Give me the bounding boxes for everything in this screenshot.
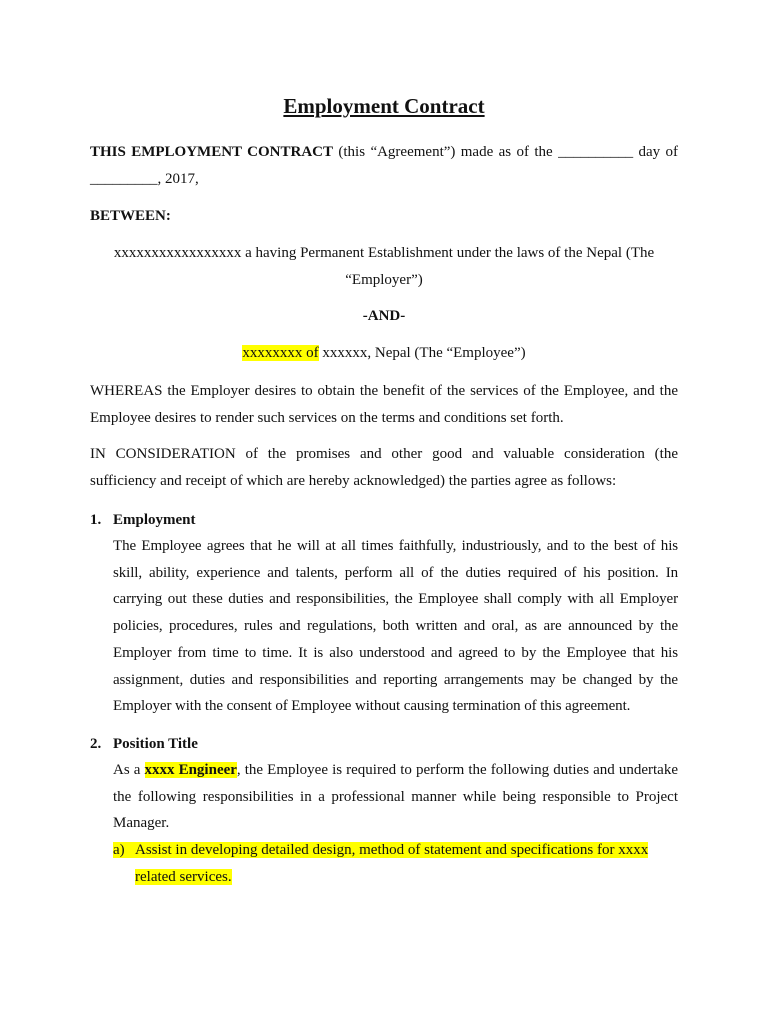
intro-bold-lead: THIS EMPLOYMENT CONTRACT [90,144,334,160]
intro-text: (this “Agreement”) made as of the __________ day of _________, 2017, [90,144,678,187]
section-2-title: Position Title [113,736,198,752]
employee-text: xxxxxx, Nepal (The “Employee”) [318,345,526,361]
and-separator: -AND- [362,308,406,324]
employee-line [0,340,768,367]
section-2-number: 2. [90,736,102,752]
section-2-prefix: As a [113,762,145,778]
section-1-number: 1. [90,512,102,528]
position-highlight: xxxx Engineer [144,762,237,778]
employer-line-1: xxxxxxxxxxxxxxxxx a having Permanent Establishment under the laws of the Nepal (The [113,245,655,261]
list-item-a [113,837,673,864]
section-1-title: Employment [113,512,196,528]
section-2-body [113,757,678,837]
section-2-rest: , the Employee is required to perform the following duties and undertake the following responsibilities in a professional manner while being responsible to Project Manager. [113,762,678,832]
document-title: Employment Contract [283,94,485,118]
list-item-a-line-2: related services. [135,869,232,885]
list-item-a-continuation [135,864,695,891]
intro-paragraph [90,139,678,192]
section-1-heading [90,509,196,531]
list-item-a-label: a) [113,842,125,858]
consideration-paragraph: IN CONSIDERATION of the promises and other good and valuable consideration (the sufficiency and receipt of which are hereby acknowledged) the parties agree as follows: [90,446,678,489]
list-item-a-line-1: Assist in developing detailed design, method of statement and specifications for xxxx [135,842,649,858]
employee-highlight: xxxxxxxx of [242,345,319,361]
section-2-heading [90,733,198,755]
between-label: BETWEEN: [90,208,171,224]
whereas-paragraph: WHEREAS the Employer desires to obtain the benefit of the services of the Employee, and the Employee desires to render such services on the terms and conditions set forth. [90,383,678,426]
section-1-body: The Employee agrees that he will at all times faithfully, industriously, and to the best of his skill, ability, experience and talents, perform all of the duties required of his position. In carrying out these duties and responsibilities, the Employee shall comply with all Employer policies, procedures, rules and regulations, both written and oral, as are announced by the Employer from time to time. It is also understood and agreed to by the Employee that his assignment, duties and responsibilities and reporting arrangements may be changed by the Employer with the consent of Employee without causing termination of this agreement. [113,538,678,715]
employer-line-2: “Employer”) [345,272,423,288]
